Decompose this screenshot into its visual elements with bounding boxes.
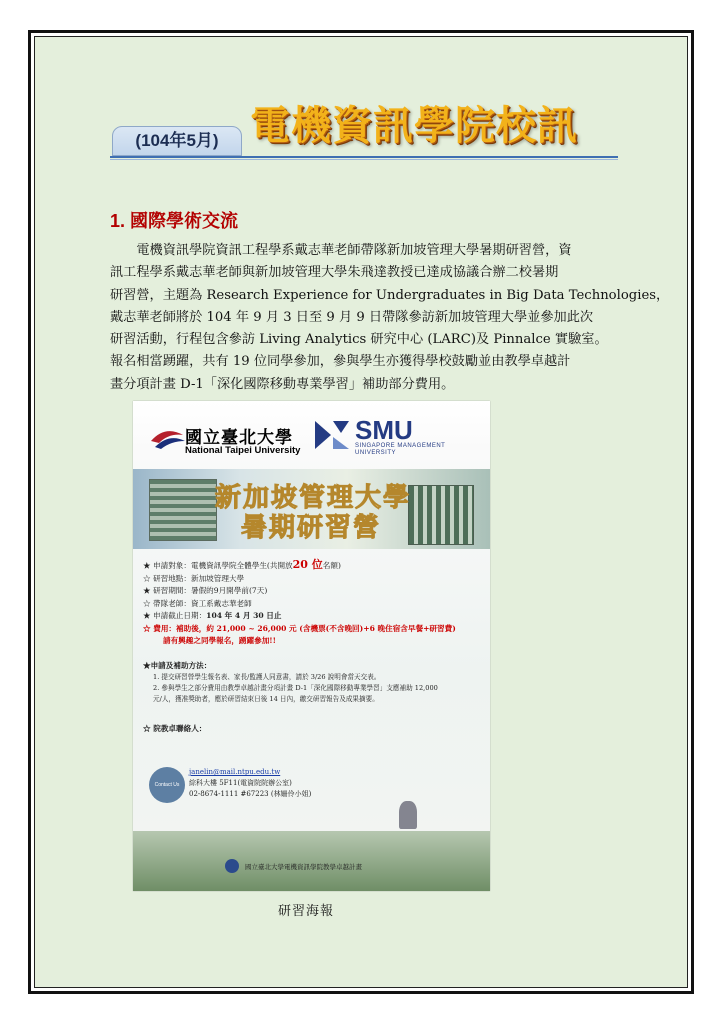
student-figure-icon [399,801,417,829]
poster-caption: 研習海報 [278,904,335,919]
paragraph-line: 研習營，主題為 Research Experience for Undergraduates in Big Data Technologies， [110,287,670,303]
smu-crest-icon [313,417,351,453]
ntut-name-en: National Taipei University [185,445,301,456]
contact-badge: Contact Us [149,767,185,803]
contact-phone: 02-8674-1111 #67223 (林姍伶小姐) [189,790,312,798]
building-photo-right [408,485,474,545]
poster-info [143,559,483,736]
section-paragraph [110,240,670,396]
header-rule [110,156,618,158]
info-welcome: 請有興趣之同學報名，踴躍參加!! [163,636,276,645]
contact-email-link[interactable]: janelin@mail.ntpu.edu.tw [189,768,281,776]
info-apply-2b: 元/人，獲准獎助者，應於研習結束日後 14 日內，繳交研習報告及成果摘要。 [153,695,379,703]
paragraph-line: 訊工程學系戴志華老師與新加坡管理大學朱飛達教授已達成協議合辦二校暑期 [110,265,559,281]
smu-wordmark: SMU [355,415,413,445]
info-apply-heading: ★申請及補助方法： [143,660,212,670]
paragraph-line: 電機資訊學院資訊工程學系戴志華老師帶隊新加坡管理大學暑期研習營，資 [110,243,572,258]
paragraph-line: 戴志華老師將於 104 年 9 月 3 日至 9 月 9 日帶隊參訪新加坡管理大學並參加此次 [110,309,594,325]
poster-footer: 國立臺北大學電機資訊學院教學卓越計畫 [245,863,362,871]
header-rule-thin [110,159,618,160]
paragraph-line: 畫分項計畫 D-1「深化國際移動專業學習」補助部分費用。 [110,376,455,392]
section-heading: 1. 國際學術交流 [110,211,239,231]
lawn-photo [133,831,490,891]
info-apply-2: 2. 參與學生之部分費用由教學卓越計畫分項計畫 D-1「深化國際移動專業學習」支應補助 12,000 [153,684,438,692]
paragraph-line: 研習活動，行程包含參訪 Living Analytics 研究中心 (LARC)及 Pinnalce 實驗室。 [110,332,608,348]
ntut-name-cn: 國立臺北大學 [185,428,293,448]
college-seal-icon [225,859,239,873]
info-contact-heading: ☆ 院教卓聯絡人： [143,724,207,733]
info-fee: ☆ 費用：補助後，約 21,000 ~ 26,000 元 (含機票(不含晚回)+6 晚住宿含早餐+研習費) [143,623,456,633]
contact-office: 綜科大樓 5F11(電資院院辦公室) [189,779,292,787]
newsletter-title: 電機資訊學院校訊 [250,103,578,149]
issue-date-tab: (104年5月) [112,126,242,156]
poster-title-line1: 新加坡管理大學 [215,483,412,513]
building-photo-left [149,479,217,541]
info-leader: ☆ 帶隊老師：資工系戴志華老師 [143,598,252,608]
poster-title-line2: 暑期研習營 [241,513,382,543]
smu-subtitle: SINGAPORE MANAGEMENT UNIVERSITY [355,443,446,456]
info-deadline: ★ 申請截止日期：104 年 4 月 30 日止 [143,611,282,620]
info-apply-1: 1. 提交研習營學生報名表、家長/監護人同意書，請於 3/26 說明會當天交表。 [153,673,381,681]
info-location: ☆ 研習地點：新加坡管理大學 [143,573,245,583]
paragraph-line: 報名相當踴躍，共有 19 位同學參加，參與學生亦獲得學校鼓勵並由教學卓越計 [110,354,571,370]
program-poster [133,401,490,891]
contact-details [189,767,311,800]
info-period: ★ 研習期間：暑假的9月開學前(7天) [143,586,268,595]
info-target: ★ 申請對象：電機資訊學院全體學生(共開放20 位名額) [143,558,341,571]
